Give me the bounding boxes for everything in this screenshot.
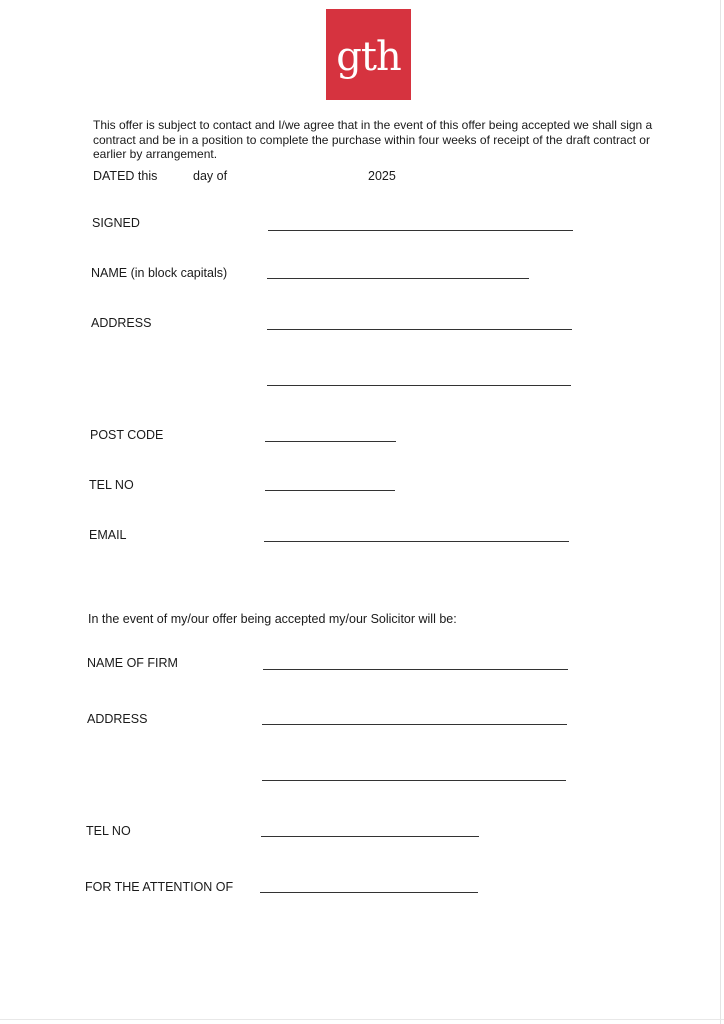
attention-label: FOR THE ATTENTION OF bbox=[85, 880, 234, 894]
firm-name-label: NAME OF FIRM bbox=[87, 656, 178, 670]
scan-edge-bottom bbox=[0, 1019, 724, 1020]
year-label: 2025 bbox=[368, 169, 396, 183]
logo-text: gth bbox=[336, 33, 401, 80]
gth-logo bbox=[326, 9, 411, 100]
post-code-line[interactable] bbox=[265, 441, 396, 442]
solicitor-address-line-1[interactable] bbox=[262, 724, 567, 725]
offer-terms-text: This offer is subject to contact and I/we agree that in the event of this offer being accepted we shall sign a contract and be in a position to complete the purchase within four weeks of receipt of the draft contract or earlier by arrangement. bbox=[93, 118, 653, 161]
day-of-label: day of bbox=[193, 169, 228, 183]
name-label: NAME (in block capitals) bbox=[91, 266, 228, 280]
attention-line[interactable] bbox=[260, 892, 478, 893]
scan-edge-right bbox=[720, 0, 721, 1024]
solicitor-tel-label: TEL NO bbox=[86, 824, 131, 838]
email-label: EMAIL bbox=[89, 528, 127, 542]
address-line-1[interactable] bbox=[267, 329, 572, 330]
solicitor-address-line-2[interactable] bbox=[262, 780, 566, 781]
solicitor-intro-text: In the event of my/our offer being accepted my/our Solicitor will be: bbox=[88, 612, 457, 626]
address-line-2[interactable] bbox=[267, 385, 571, 386]
address-label: ADDRESS bbox=[91, 316, 152, 330]
signed-label: SIGNED bbox=[92, 216, 140, 230]
solicitor-tel-line[interactable] bbox=[261, 836, 479, 837]
tel-label: TEL NO bbox=[89, 478, 134, 492]
solicitor-address-label: ADDRESS bbox=[87, 712, 148, 726]
dated-label: DATED this bbox=[93, 169, 158, 183]
post-code-label: POST CODE bbox=[90, 428, 164, 442]
tel-line[interactable] bbox=[265, 490, 395, 491]
email-line[interactable] bbox=[264, 541, 569, 542]
firm-name-line[interactable] bbox=[263, 669, 568, 670]
name-line[interactable] bbox=[267, 278, 529, 279]
signed-line[interactable] bbox=[268, 230, 573, 231]
